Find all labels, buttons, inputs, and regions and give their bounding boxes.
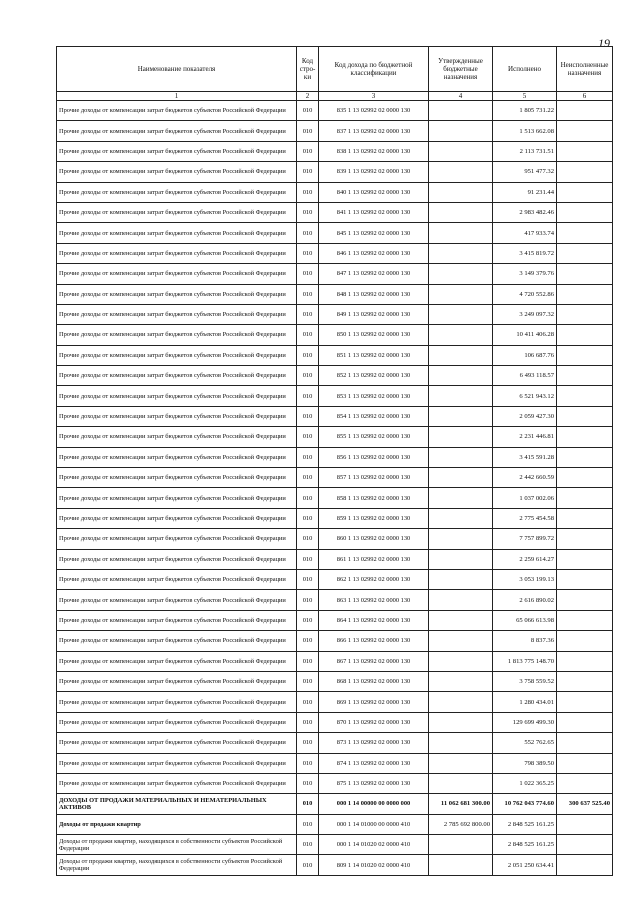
approved-amount-cell — [429, 488, 493, 508]
income-code-cell: 857 1 13 02992 02 0000 130 — [319, 468, 429, 488]
indicator-name-cell: Прочие доходы от компенсации затрат бюджетов субъектов Российской Федерации — [57, 162, 297, 182]
indicator-name-cell: Прочие доходы от компенсации затрат бюджетов субъектов Российской Федерации — [57, 386, 297, 406]
table-row — [57, 529, 613, 549]
table-row — [57, 468, 613, 488]
table-row — [57, 101, 613, 121]
approved-amount-cell — [429, 264, 493, 284]
executed-amount-cell: 951 477.32 — [493, 162, 557, 182]
line-code-cell: 010 — [297, 447, 319, 467]
approved-amount-cell — [429, 386, 493, 406]
indicator-name-cell: Прочие доходы от компенсации затрат бюджетов субъектов Российской Федерации — [57, 121, 297, 141]
income-code-cell: 859 1 13 02992 02 0000 130 — [319, 508, 429, 528]
line-code-cell: 010 — [297, 488, 319, 508]
executed-amount-cell: 1 280 434.01 — [493, 692, 557, 712]
income-code-cell: 000 1 14 01000 00 0000 410 — [319, 814, 429, 834]
table-row — [57, 304, 613, 324]
line-code-cell: 010 — [297, 855, 319, 875]
table-row — [57, 549, 613, 569]
indicator-name-cell: Прочие доходы от компенсации затрат бюджетов субъектов Российской Федерации — [57, 753, 297, 773]
executed-amount-cell: 3 053 199.13 — [493, 569, 557, 589]
income-code-cell: 873 1 13 02992 02 0000 130 — [319, 733, 429, 753]
table-row — [57, 141, 613, 161]
unexecuted-amount-cell — [557, 202, 613, 222]
approved-amount-cell — [429, 345, 493, 365]
approved-amount-cell — [429, 508, 493, 528]
indicator-name-cell: Прочие доходы от компенсации затрат бюджетов субъектов Российской Федерации — [57, 651, 297, 671]
executed-amount-cell: 3 415 591.28 — [493, 447, 557, 467]
unexecuted-amount-cell — [557, 549, 613, 569]
approved-amount-cell — [429, 162, 493, 182]
income-code-cell: 850 1 13 02992 02 0000 130 — [319, 325, 429, 345]
income-code-cell: 868 1 13 02992 02 0000 130 — [319, 671, 429, 691]
income-code-cell: 000 1 14 01020 02 0000 410 — [319, 835, 429, 855]
executed-amount-cell: 2 051 250 634.41 — [493, 855, 557, 875]
indicator-name-cell: Прочие доходы от компенсации затрат бюджетов субъектов Российской Федерации — [57, 202, 297, 222]
header-income-code: Код дохода по бюджетной классификации — [319, 47, 429, 92]
approved-amount-cell — [429, 549, 493, 569]
column-number: 3 — [319, 92, 429, 101]
executed-amount-cell: 2 848 525 161.25 — [493, 835, 557, 855]
approved-amount-cell — [429, 631, 493, 651]
line-code-cell: 010 — [297, 264, 319, 284]
line-code-cell: 010 — [297, 773, 319, 793]
income-code-cell: 853 1 13 02992 02 0000 130 — [319, 386, 429, 406]
executed-amount-cell: 6 493 118.57 — [493, 366, 557, 386]
indicator-name-cell: Прочие доходы от компенсации затрат бюджетов субъектов Российской Федерации — [57, 671, 297, 691]
indicator-name-cell: Доходы от продажи квартир — [57, 814, 297, 834]
indicator-name-cell: Прочие доходы от компенсации затрат бюджетов субъектов Российской Федерации — [57, 427, 297, 447]
income-code-cell: 864 1 13 02992 02 0000 130 — [319, 610, 429, 630]
income-code-cell: 856 1 13 02992 02 0000 130 — [319, 447, 429, 467]
table-row — [57, 671, 613, 691]
indicator-name-cell: Прочие доходы от компенсации затрат бюджетов субъектов Российской Федерации — [57, 325, 297, 345]
unexecuted-amount-cell — [557, 101, 613, 121]
approved-amount-cell — [429, 529, 493, 549]
page-number: 19 — [598, 36, 610, 50]
executed-amount-cell: 2 848 525 161.25 — [493, 814, 557, 834]
budget-income-table — [56, 46, 613, 876]
approved-amount-cell — [429, 569, 493, 589]
unexecuted-amount-cell — [557, 223, 613, 243]
indicator-name-cell: Прочие доходы от компенсации затрат бюджетов субъектов Российской Федерации — [57, 182, 297, 202]
approved-amount-cell — [429, 101, 493, 121]
executed-amount-cell: 3 415 819.72 — [493, 243, 557, 263]
table-row — [57, 284, 613, 304]
line-code-cell: 010 — [297, 794, 319, 814]
approved-amount-cell — [429, 121, 493, 141]
line-code-cell: 010 — [297, 427, 319, 447]
executed-amount-cell: 3 758 559.52 — [493, 671, 557, 691]
income-code-cell: 875 1 13 02992 02 0000 130 — [319, 773, 429, 793]
income-code-cell: 869 1 13 02992 02 0000 130 — [319, 692, 429, 712]
executed-amount-cell: 798 389.50 — [493, 753, 557, 773]
income-code-cell: 000 1 14 00000 00 0000 000 — [319, 794, 429, 814]
executed-amount-cell: 65 066 613.98 — [493, 610, 557, 630]
unexecuted-amount-cell — [557, 835, 613, 855]
column-number: 2 — [297, 92, 319, 101]
approved-amount-cell — [429, 406, 493, 426]
header-unexecuted: Неисполненные назначения — [557, 47, 613, 92]
approved-amount-cell — [429, 427, 493, 447]
income-code-cell: 849 1 13 02992 02 0000 130 — [319, 304, 429, 324]
table-row — [57, 651, 613, 671]
income-code-cell: 841 1 13 02992 02 0000 130 — [319, 202, 429, 222]
unexecuted-amount-cell — [557, 692, 613, 712]
income-code-cell: 854 1 13 02992 02 0000 130 — [319, 406, 429, 426]
income-code-cell: 862 1 13 02992 02 0000 130 — [319, 569, 429, 589]
unexecuted-amount-cell — [557, 264, 613, 284]
unexecuted-amount-cell — [557, 386, 613, 406]
executed-amount-cell: 2 231 446.81 — [493, 427, 557, 447]
line-code-cell: 010 — [297, 182, 319, 202]
executed-amount-cell: 3 249 097.32 — [493, 304, 557, 324]
approved-amount-cell — [429, 202, 493, 222]
column-number: 5 — [493, 92, 557, 101]
column-number-row — [57, 92, 613, 101]
approved-amount-cell — [429, 651, 493, 671]
income-code-cell: 852 1 13 02992 02 0000 130 — [319, 366, 429, 386]
indicator-name-cell: Прочие доходы от компенсации затрат бюджетов субъектов Российской Федерации — [57, 101, 297, 121]
table-row — [57, 508, 613, 528]
unexecuted-amount-cell — [557, 590, 613, 610]
unexecuted-amount-cell — [557, 508, 613, 528]
indicator-name-cell: Прочие доходы от компенсации затрат бюджетов субъектов Российской Федерации — [57, 733, 297, 753]
table-row — [57, 121, 613, 141]
table-row — [57, 569, 613, 589]
indicator-name-cell: Прочие доходы от компенсации затрат бюджетов субъектов Российской Федерации — [57, 243, 297, 263]
unexecuted-amount-cell — [557, 182, 613, 202]
line-code-cell: 010 — [297, 753, 319, 773]
table-row — [57, 223, 613, 243]
executed-amount-cell: 106 687.76 — [493, 345, 557, 365]
unexecuted-amount-cell — [557, 671, 613, 691]
table-row — [57, 386, 613, 406]
line-code-cell: 010 — [297, 121, 319, 141]
column-number: 6 — [557, 92, 613, 101]
indicator-name-cell: ДОХОДЫ ОТ ПРОДАЖИ МАТЕРИАЛЬНЫХ И НЕМАТЕРИАЛЬНЫХ АКТИВОВ — [57, 794, 297, 814]
approved-amount-cell — [429, 366, 493, 386]
indicator-name-cell: Прочие доходы от компенсации затрат бюджетов субъектов Российской Федерации — [57, 345, 297, 365]
table-row — [57, 835, 613, 855]
unexecuted-amount-cell — [557, 243, 613, 263]
unexecuted-amount-cell — [557, 855, 613, 875]
table-row — [57, 406, 613, 426]
approved-amount-cell — [429, 753, 493, 773]
unexecuted-amount-cell — [557, 325, 613, 345]
unexecuted-amount-cell — [557, 345, 613, 365]
approved-amount-cell — [429, 855, 493, 875]
table-row — [57, 590, 613, 610]
line-code-cell: 010 — [297, 304, 319, 324]
line-code-cell: 010 — [297, 610, 319, 630]
executed-amount-cell: 129 699 499.30 — [493, 712, 557, 732]
indicator-name-cell: Прочие доходы от компенсации затрат бюджетов субъектов Российской Федерации — [57, 631, 297, 651]
executed-amount-cell: 2 775 454.58 — [493, 508, 557, 528]
indicator-name-cell: Прочие доходы от компенсации затрат бюджетов субъектов Российской Федерации — [57, 773, 297, 793]
income-code-cell: 835 1 13 02992 02 0000 130 — [319, 101, 429, 121]
indicator-name-cell: Прочие доходы от компенсации затрат бюджетов субъектов Российской Федерации — [57, 366, 297, 386]
income-code-cell: 855 1 13 02992 02 0000 130 — [319, 427, 429, 447]
indicator-name-cell: Прочие доходы от компенсации затрат бюджетов субъектов Российской Федерации — [57, 569, 297, 589]
table-row — [57, 488, 613, 508]
table-body — [57, 101, 613, 876]
approved-amount-cell — [429, 304, 493, 324]
header-executed: Исполнено — [493, 47, 557, 92]
line-code-cell: 010 — [297, 162, 319, 182]
line-code-cell: 010 — [297, 468, 319, 488]
table-row — [57, 325, 613, 345]
executed-amount-cell: 2 983 482.46 — [493, 202, 557, 222]
income-code-cell: 866 1 13 02992 02 0000 130 — [319, 631, 429, 651]
approved-amount-cell — [429, 835, 493, 855]
line-code-cell: 010 — [297, 141, 319, 161]
executed-amount-cell: 2 259 614.27 — [493, 549, 557, 569]
unexecuted-amount-cell — [557, 814, 613, 834]
approved-amount-cell — [429, 447, 493, 467]
income-code-cell: 846 1 13 02992 02 0000 130 — [319, 243, 429, 263]
income-code-cell: 840 1 13 02992 02 0000 130 — [319, 182, 429, 202]
approved-amount-cell — [429, 325, 493, 345]
line-code-cell: 010 — [297, 590, 319, 610]
executed-amount-cell: 10 411 406.28 — [493, 325, 557, 345]
indicator-name-cell: Прочие доходы от компенсации затрат бюджетов субъектов Российской Федерации — [57, 223, 297, 243]
line-code-cell: 010 — [297, 406, 319, 426]
unexecuted-amount-cell — [557, 427, 613, 447]
executed-amount-cell: 2 059 427.30 — [493, 406, 557, 426]
indicator-name-cell: Прочие доходы от компенсации затрат бюджетов субъектов Российской Федерации — [57, 610, 297, 630]
unexecuted-amount-cell — [557, 468, 613, 488]
indicator-name-cell: Прочие доходы от компенсации затрат бюджетов субъектов Российской Федерации — [57, 488, 297, 508]
indicator-name-cell: Прочие доходы от компенсации затрат бюджетов субъектов Российской Федерации — [57, 468, 297, 488]
line-code-cell: 010 — [297, 508, 319, 528]
line-code-cell: 010 — [297, 814, 319, 834]
executed-amount-cell: 4 720 552.86 — [493, 284, 557, 304]
table-row — [57, 345, 613, 365]
executed-amount-cell: 1 813 775 148.70 — [493, 651, 557, 671]
approved-amount-cell — [429, 671, 493, 691]
executed-amount-cell: 1 513 662.08 — [493, 121, 557, 141]
executed-amount-cell: 3 149 379.76 — [493, 264, 557, 284]
executed-amount-cell: 1 022 365.25 — [493, 773, 557, 793]
executed-amount-cell: 2 616 890.02 — [493, 590, 557, 610]
table-row — [57, 692, 613, 712]
executed-amount-cell: 7 757 899.72 — [493, 529, 557, 549]
income-code-cell: 858 1 13 02992 02 0000 130 — [319, 488, 429, 508]
executed-amount-cell: 91 231.44 — [493, 182, 557, 202]
indicator-name-cell: Прочие доходы от компенсации затрат бюджетов субъектов Российской Федерации — [57, 712, 297, 732]
approved-amount-cell: 2 785 692 800.00 — [429, 814, 493, 834]
income-code-cell: 870 1 13 02992 02 0000 130 — [319, 712, 429, 732]
approved-amount-cell — [429, 712, 493, 732]
unexecuted-amount-cell — [557, 121, 613, 141]
approved-amount-cell — [429, 182, 493, 202]
table-row — [57, 447, 613, 467]
income-code-cell: 845 1 13 02992 02 0000 130 — [319, 223, 429, 243]
table-row — [57, 610, 613, 630]
table-row — [57, 712, 613, 732]
income-code-cell: 861 1 13 02992 02 0000 130 — [319, 549, 429, 569]
line-code-cell: 010 — [297, 671, 319, 691]
income-code-cell: 848 1 13 02992 02 0000 130 — [319, 284, 429, 304]
header-row — [57, 47, 613, 92]
approved-amount-cell — [429, 773, 493, 793]
unexecuted-amount-cell — [557, 162, 613, 182]
unexecuted-amount-cell — [557, 304, 613, 324]
unexecuted-amount-cell — [557, 733, 613, 753]
line-code-cell: 010 — [297, 651, 319, 671]
header-approved: Утвержденные бюджетные назначения — [429, 47, 493, 92]
unexecuted-amount-cell — [557, 488, 613, 508]
unexecuted-amount-cell — [557, 753, 613, 773]
line-code-cell: 010 — [297, 345, 319, 365]
header-line-code: Код стро-ки — [297, 47, 319, 92]
executed-amount-cell: 8 837.36 — [493, 631, 557, 651]
unexecuted-amount-cell — [557, 712, 613, 732]
executed-amount-cell: 1 037 002.06 — [493, 488, 557, 508]
income-code-cell: 837 1 13 02992 02 0000 130 — [319, 121, 429, 141]
unexecuted-amount-cell — [557, 284, 613, 304]
indicator-name-cell: Прочие доходы от компенсации затрат бюджетов субъектов Российской Федерации — [57, 304, 297, 324]
table-row — [57, 733, 613, 753]
indicator-name-cell: Прочие доходы от компенсации затрат бюджетов субъектов Российской Федерации — [57, 549, 297, 569]
income-code-cell: 874 1 13 02992 02 0000 130 — [319, 753, 429, 773]
line-code-cell: 010 — [297, 835, 319, 855]
line-code-cell: 010 — [297, 243, 319, 263]
approved-amount-cell — [429, 223, 493, 243]
executed-amount-cell: 2 113 731.51 — [493, 141, 557, 161]
unexecuted-amount-cell — [557, 631, 613, 651]
line-code-cell: 010 — [297, 733, 319, 753]
approved-amount-cell — [429, 692, 493, 712]
line-code-cell: 010 — [297, 692, 319, 712]
line-code-cell: 010 — [297, 325, 319, 345]
income-code-cell: 839 1 13 02992 02 0000 130 — [319, 162, 429, 182]
indicator-name-cell: Прочие доходы от компенсации затрат бюджетов субъектов Российской Федерации — [57, 447, 297, 467]
table-row — [57, 631, 613, 651]
table-row — [57, 427, 613, 447]
approved-amount-cell — [429, 733, 493, 753]
line-code-cell: 010 — [297, 529, 319, 549]
approved-amount-cell — [429, 243, 493, 263]
unexecuted-amount-cell: 300 637 525.40 — [557, 794, 613, 814]
table-row — [57, 773, 613, 793]
column-number: 1 — [57, 92, 297, 101]
approved-amount-cell — [429, 284, 493, 304]
header-indicator-name: Наименование показателя — [57, 47, 297, 92]
column-number: 4 — [429, 92, 493, 101]
executed-amount-cell: 552 762.65 — [493, 733, 557, 753]
table-row — [57, 162, 613, 182]
unexecuted-amount-cell — [557, 773, 613, 793]
indicator-name-cell: Прочие доходы от компенсации затрат бюджетов субъектов Российской Федерации — [57, 508, 297, 528]
approved-amount-cell — [429, 590, 493, 610]
line-code-cell: 010 — [297, 712, 319, 732]
unexecuted-amount-cell — [557, 141, 613, 161]
indicator-name-cell: Доходы от продажи квартир, находящихся в собственности субъектов Российской Федерации — [57, 835, 297, 855]
line-code-cell: 010 — [297, 386, 319, 406]
table-row — [57, 366, 613, 386]
income-code-cell: 867 1 13 02992 02 0000 130 — [319, 651, 429, 671]
indicator-name-cell: Прочие доходы от компенсации затрат бюджетов субъектов Российской Федерации — [57, 284, 297, 304]
income-code-cell: 860 1 13 02992 02 0000 130 — [319, 529, 429, 549]
executed-amount-cell: 10 762 043 774.60 — [493, 794, 557, 814]
unexecuted-amount-cell — [557, 447, 613, 467]
table-row — [57, 814, 613, 834]
approved-amount-cell — [429, 610, 493, 630]
line-code-cell: 010 — [297, 202, 319, 222]
line-code-cell: 010 — [297, 569, 319, 589]
table-row — [57, 202, 613, 222]
income-code-cell: 863 1 13 02992 02 0000 130 — [319, 590, 429, 610]
executed-amount-cell: 417 933.74 — [493, 223, 557, 243]
unexecuted-amount-cell — [557, 610, 613, 630]
line-code-cell: 010 — [297, 366, 319, 386]
table-row — [57, 753, 613, 773]
table-row — [57, 182, 613, 202]
indicator-name-cell: Прочие доходы от компенсации затрат бюджетов субъектов Российской Федерации — [57, 590, 297, 610]
indicator-name-cell: Прочие доходы от компенсации затрат бюджетов субъектов Российской Федерации — [57, 692, 297, 712]
unexecuted-amount-cell — [557, 569, 613, 589]
line-code-cell: 010 — [297, 549, 319, 569]
executed-amount-cell: 6 521 943.12 — [493, 386, 557, 406]
table-row — [57, 264, 613, 284]
income-code-cell: 809 1 14 01020 02 0000 410 — [319, 855, 429, 875]
indicator-name-cell: Прочие доходы от компенсации затрат бюджетов субъектов Российской Федерации — [57, 406, 297, 426]
indicator-name-cell: Прочие доходы от компенсации затрат бюджетов субъектов Российской Федерации — [57, 264, 297, 284]
executed-amount-cell: 2 442 660.59 — [493, 468, 557, 488]
executed-amount-cell: 1 805 731.22 — [493, 101, 557, 121]
table-row — [57, 855, 613, 875]
approved-amount-cell — [429, 468, 493, 488]
table-row — [57, 243, 613, 263]
unexecuted-amount-cell — [557, 366, 613, 386]
line-code-cell: 010 — [297, 101, 319, 121]
line-code-cell: 010 — [297, 631, 319, 651]
unexecuted-amount-cell — [557, 406, 613, 426]
income-code-cell: 838 1 13 02992 02 0000 130 — [319, 141, 429, 161]
unexecuted-amount-cell — [557, 651, 613, 671]
line-code-cell: 010 — [297, 284, 319, 304]
line-code-cell: 010 — [297, 223, 319, 243]
income-code-cell: 851 1 13 02992 02 0000 130 — [319, 345, 429, 365]
indicator-name-cell: Прочие доходы от компенсации затрат бюджетов субъектов Российской Федерации — [57, 529, 297, 549]
income-code-cell: 847 1 13 02992 02 0000 130 — [319, 264, 429, 284]
approved-amount-cell — [429, 141, 493, 161]
unexecuted-amount-cell — [557, 529, 613, 549]
indicator-name-cell: Прочие доходы от компенсации затрат бюджетов субъектов Российской Федерации — [57, 141, 297, 161]
approved-amount-cell: 11 062 681 300.00 — [429, 794, 493, 814]
indicator-name-cell: Доходы от продажи квартир, находящихся в собственности субъектов Российской Федерации — [57, 855, 297, 875]
table-row — [57, 794, 613, 814]
